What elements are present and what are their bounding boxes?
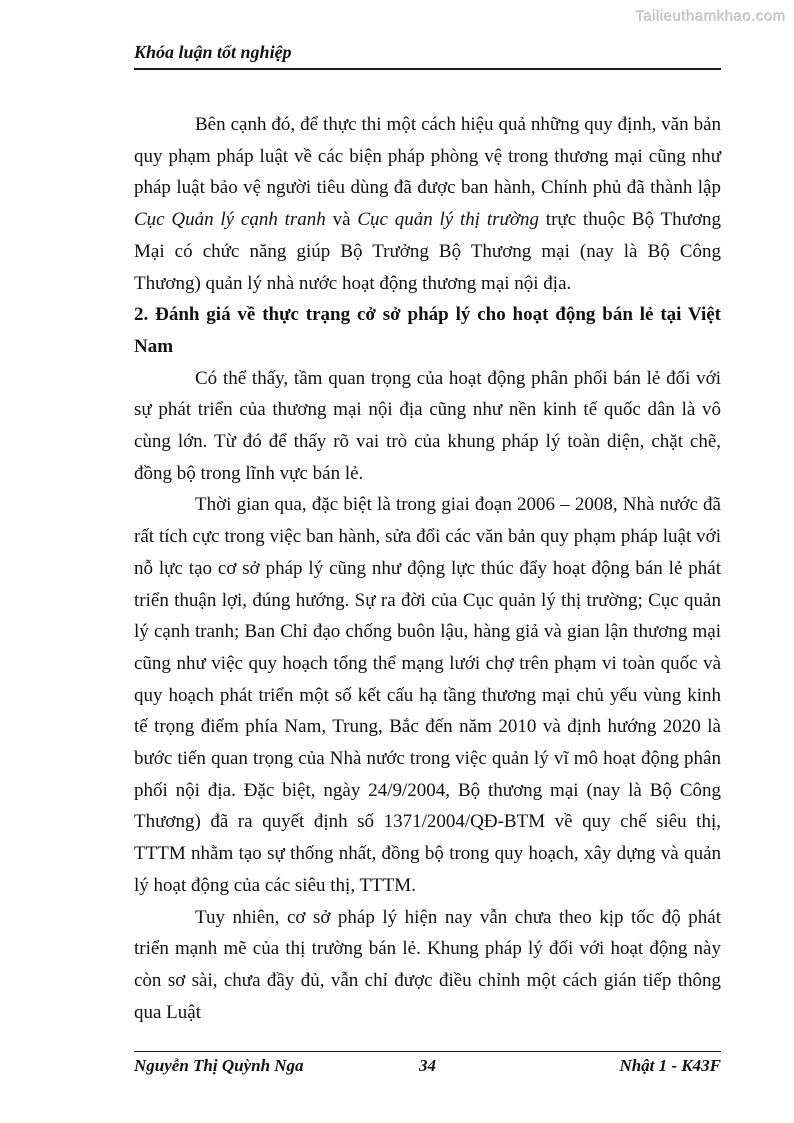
document-body	[134, 109, 721, 1028]
paragraph-4: Tuy nhiên, cơ sở pháp lý hiện nay vẫn chưa theo kịp tốc độ phát triển mạnh mẽ của thị trường bán lẻ. Khung pháp lý đối với hoạt động này còn sơ sài, chưa đầy đủ, vẫn chỉ được điều chỉnh một cách gián tiếp thông qua Luật	[134, 906, 721, 1023]
paragraph-1-run-5: trực thuộc Bộ Thương Mại có chức năng giúp Bộ Trưởng Bộ Thương mại (nay là Bộ Công Thương) quản lý nhà nước hoạt động thương mại nội địa.	[134, 209, 721, 294]
footer-author: Nguyễn Thị Quỳnh Nga	[134, 1056, 304, 1075]
page-header	[134, 42, 721, 70]
paragraph-1	[134, 109, 721, 299]
watermark-text: Tailieuthamkhao.com	[635, 8, 786, 25]
section-heading: 2. Đánh giá về thực trạng cở sở pháp lý cho hoạt động bán lẻ tại Việt Nam	[134, 304, 721, 357]
paragraph-1-run-4-italic: Cục quản lý thị trường	[357, 209, 540, 231]
footer-class-label: Nhật 1 - K43F	[619, 1056, 721, 1075]
paragraph-3: Thời gian qua, đặc biệt là trong giai đoạn 2006 – 2008, Nhà nước đã rất tích cực trong việc ban hành, sửa đổi các văn bản quy phạm pháp luật với nỗ lực tạo cơ sở pháp lý cũng như động lực thúc đẩy hoạt động bán lẻ phát triển thuận lợi, đúng hướng. Sự ra đời của Cục quản lý thị trường; Cục quản lý cạnh tranh; Ban Chỉ đạo chống buôn lậu, hàng giả và gian lận thương mại cũng như việc quy hoạch tổng thể mạng lưới chợ trên phạm vi toàn quốc và quy hoạch phát triển một số kết cấu hạ tầng thương mại chủ yếu vùng kinh tế trọng điểm phía Nam, Trung, Bắc đến năm 2010 và định hướng 2020 là bước tiến quan trọng của Nhà nước trong việc quản lý vĩ mô hoạt động phân phối nội địa. Đặc biệt, ngày 24/9/2004, Bộ thương mại (nay là Bộ Công Thương) đã ra quyết định số 1371/2004/QĐ-BTM về quy chế siêu thị, TTTM nhằm tạo sự thống nhất, đồng bộ trong quy hoạch, xây dựng và quản lý hoạt động của các siêu thị, TTTM.	[134, 494, 721, 896]
footer-page-number: 34	[419, 1056, 436, 1075]
header-title: Khóa luận tốt nghiệp	[134, 42, 292, 62]
paragraph-1-run-2-italic: Cục Quản lý cạnh tranh	[134, 209, 326, 231]
paragraph-1-run-1: Bên cạnh đó, để thực thi một cách hiệu quả những quy định, văn bản quy phạm pháp luật về các biện pháp phòng vệ trong thương mại cũng như pháp luật bảo vệ người tiêu dùng đã được ban hành, Chính phủ đã thành lập	[134, 114, 721, 199]
page-footer	[134, 1051, 721, 1076]
paragraph-1-run-3: và	[325, 209, 358, 231]
paragraph-2: Có thể thấy, tầm quan trọng của hoạt động phân phối bán lẻ đối với sự phát triển của thương mại nội địa cũng như nền kinh tế quốc dân là vô cùng lớn. Từ đó để thấy rõ vai trò của khung pháp lý toàn diện, chặt chẽ, đồng bộ trong lĩnh vực bán lẻ.	[134, 367, 721, 484]
